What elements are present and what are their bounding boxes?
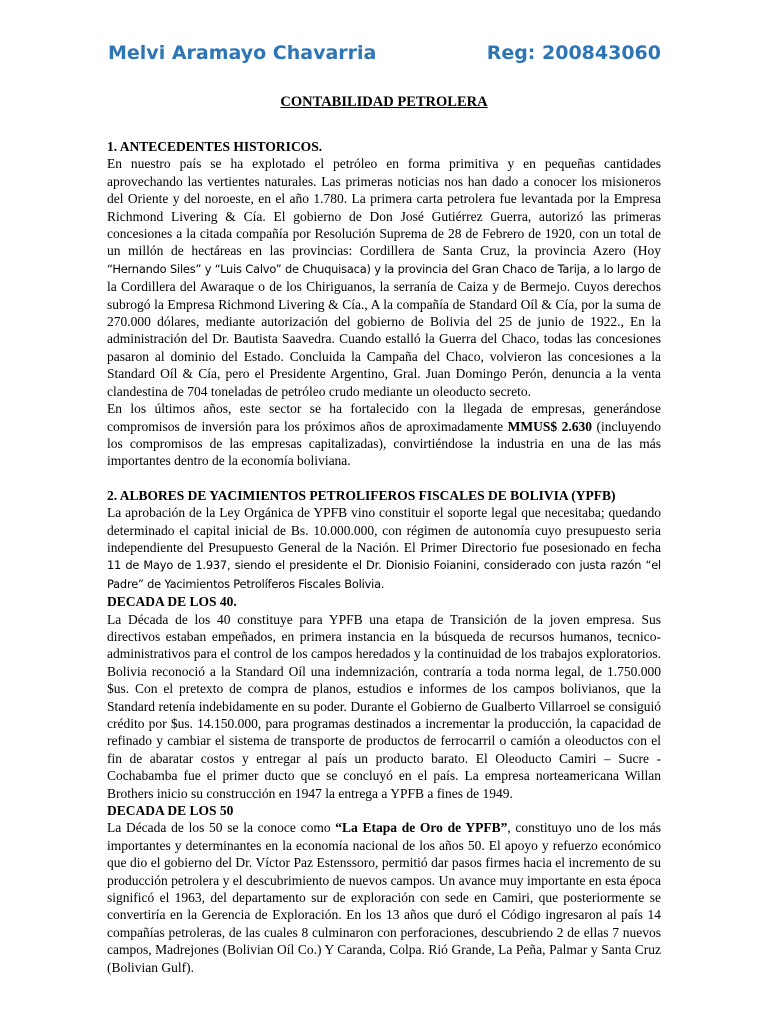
document-title: CONTABILIDAD PETROLERA (280, 94, 488, 110)
spacer (107, 470, 661, 487)
page-header (108, 42, 661, 76)
paragraph-antecedentes-2 (107, 400, 661, 470)
subheading-decade-50: DECADA DE LOS 50 (107, 803, 234, 819)
registration-number: Reg: 200843060 (486, 42, 661, 64)
subheading-decade-40: DECADA DE LOS 40. (107, 594, 237, 610)
section-heading-antecedentes: 1. ANTECEDENTES HISTORICOS. (107, 139, 323, 154)
paragraph-text-narrow: “Hernando Siles” y “Luis Calvo” de Chuquisaca) y la provincia del Gran Chaco de Tarija, a lo largo (107, 261, 645, 276)
paragraph-text: (incluyendo los compromisos de las empresas capitalizadas), convirtiéndose la industria en una de las más importantes dentro de la economía boliviana. (107, 418, 661, 469)
paragraph-decade-50 (107, 819, 661, 976)
paragraph-text-narrow: 11 de Mayo de 1.937, siendo el presidente el Dr. Dionisio Foianini, considerado con justa razón “el Padre” de Yacimientos Petrolíferos Fiscales Bolivia. (107, 558, 661, 591)
paragraph-text: La aprobación de la Ley Orgánica de YPFB vino constituir el soporte legal que necesitaba; quedando determinado el capital inicial de Bs. 10.000.000, con régimen de autonomía cuyo presupuesto seria independiente del Presupuesto General de la Nación. El Primer Directorio fue posesionado en fecha (107, 505, 661, 555)
paragraph-antecedentes-1 (107, 155, 661, 400)
section-heading-ypfb: 2. ALBORES DE YACIMIENTOS PETROLIFEROS FISCALES DE BOLIVIA (YPFB) (107, 487, 616, 503)
paragraph-ypfb (107, 504, 661, 593)
paragraph-text: de la Cordillera del Awaraque o de los Chiriguanos, la serranía de Caiza y de Bermejo. Cuyos derechos subrogó la Empresa Richmond Livering & Cía., A la compañía de Standard Oíl & Cía, por la suma de 270.000 dólares, mediante autorización del gobierno de Bolivia del 25 de junio de 1922., En la administración del Dr. Bautista Saavedra. Cuando estalló la Guerra del Chaco, todas las concesiones pasaron al dominio del Estado. Concluida la Campaña del Chaco, volvieron las concesiones a la Standard Oíl & Cía, pero el Presidente Argentino, Gral. Juan Domingo Perón, denuncia a la venta clandestina de 704 toneladas de petróleo crudo mediante un oleoducto secreto. (107, 260, 661, 399)
document-body (107, 138, 661, 976)
paragraph-text: La Década de los 50 se la conoce como (107, 820, 336, 836)
paragraph-text: , constituyo uno de los más importantes y determinantes en la economía nacional de los años 50. El apoyo y refuerzo económico que dio el gobierno del Dr. Víctor Paz Estenssoro, permitió dar pasos firmes hacia el incremento de su producción petrolera y el descubrimiento de nuevos campos. Un avance muy importante en esta época significó el 1963, del departamento sur de exploración con sede en Camiri, que posteriormente se convertiría en la Gerencia de Exploración. En los 13 años que duró el Código ingresaron al país 14 compañías petroleras, de las cuales 8 culminaron con perforaciones, descubriendo 2 de ellas 7 nuevos campos, Madrejones (Bolivian Oíl Co.) Y Caranda, Colpa. Rió Grande, La Peña, Palmar y Santa Cruz (Bolivian Gulf). (107, 820, 661, 975)
paragraph-text: En los últimos años, este sector se ha fortalecido con la llegada de empresas, generándose compromisos de inversión para los próximos años de aproximadamente (107, 401, 661, 434)
paragraph-decade-40: La Década de los 40 constituye para YPFB una etapa de Transición de la joven empresa. Sus directivos estaban empeñados, en primera instancia en la búsqueda de recursos humanos, tecnico-administrativos para el control de los campos heredados y la continuidad de los trabajos exploratorios. Bolivia reconoció a la Standard Oíl una indemnización, contraría a toda norma legal, de 1.750.000 $us. Con el pretexto de compra de planos, estudios e informes de los campos bolivianos, que la Standard retenía indebidamente en su poder. Durante el Gobierno de Gualberto Villarroel se consiguió crédito por $us. 14.150.000, para programas destinados a incrementar la producción, la capacidad de refinado y cambiar el sistema de transporte de productos de ferrocarril o camión a oleoductos con el fin de abaratar costos y entregar al país un producto barato. El Oleoducto Camiri – Sucre - Cochabamba fue el primer ducto que se concluyó en el país. La empresa norteamericana Willan Brothers inicio su construcción en 1947 la entrega a YPFB a fines de 1949. (107, 611, 661, 801)
paragraph-text: En nuestro país se ha explotado el petróleo en forma primitiva y en pequeñas cantidades aprovechando las vertientes naturales. Las primeras noticias nos han dado a conocer los misioneros del Oriente y del noroeste, en el año 1.780. La primera carta petrolera fue levantada por la Empresa Richmond Livering & Cía. El gobierno de Don José Gutiérrez Guerra, autorizó las primeras concesiones a la citada compañía por Resolución Suprema de 28 de Febrero de 1920, con un total de un millón de hectáreas en las provincias: Cordillera de Santa Cruz, la provincia Azero (Hoy (107, 156, 661, 259)
author-name: Melvi Aramayo Chavarria (108, 42, 377, 64)
golden-era-phrase: “La Etapa de Oro de YPFB” (335, 820, 508, 836)
investment-amount: MMUS$ 2.630 (507, 418, 592, 434)
